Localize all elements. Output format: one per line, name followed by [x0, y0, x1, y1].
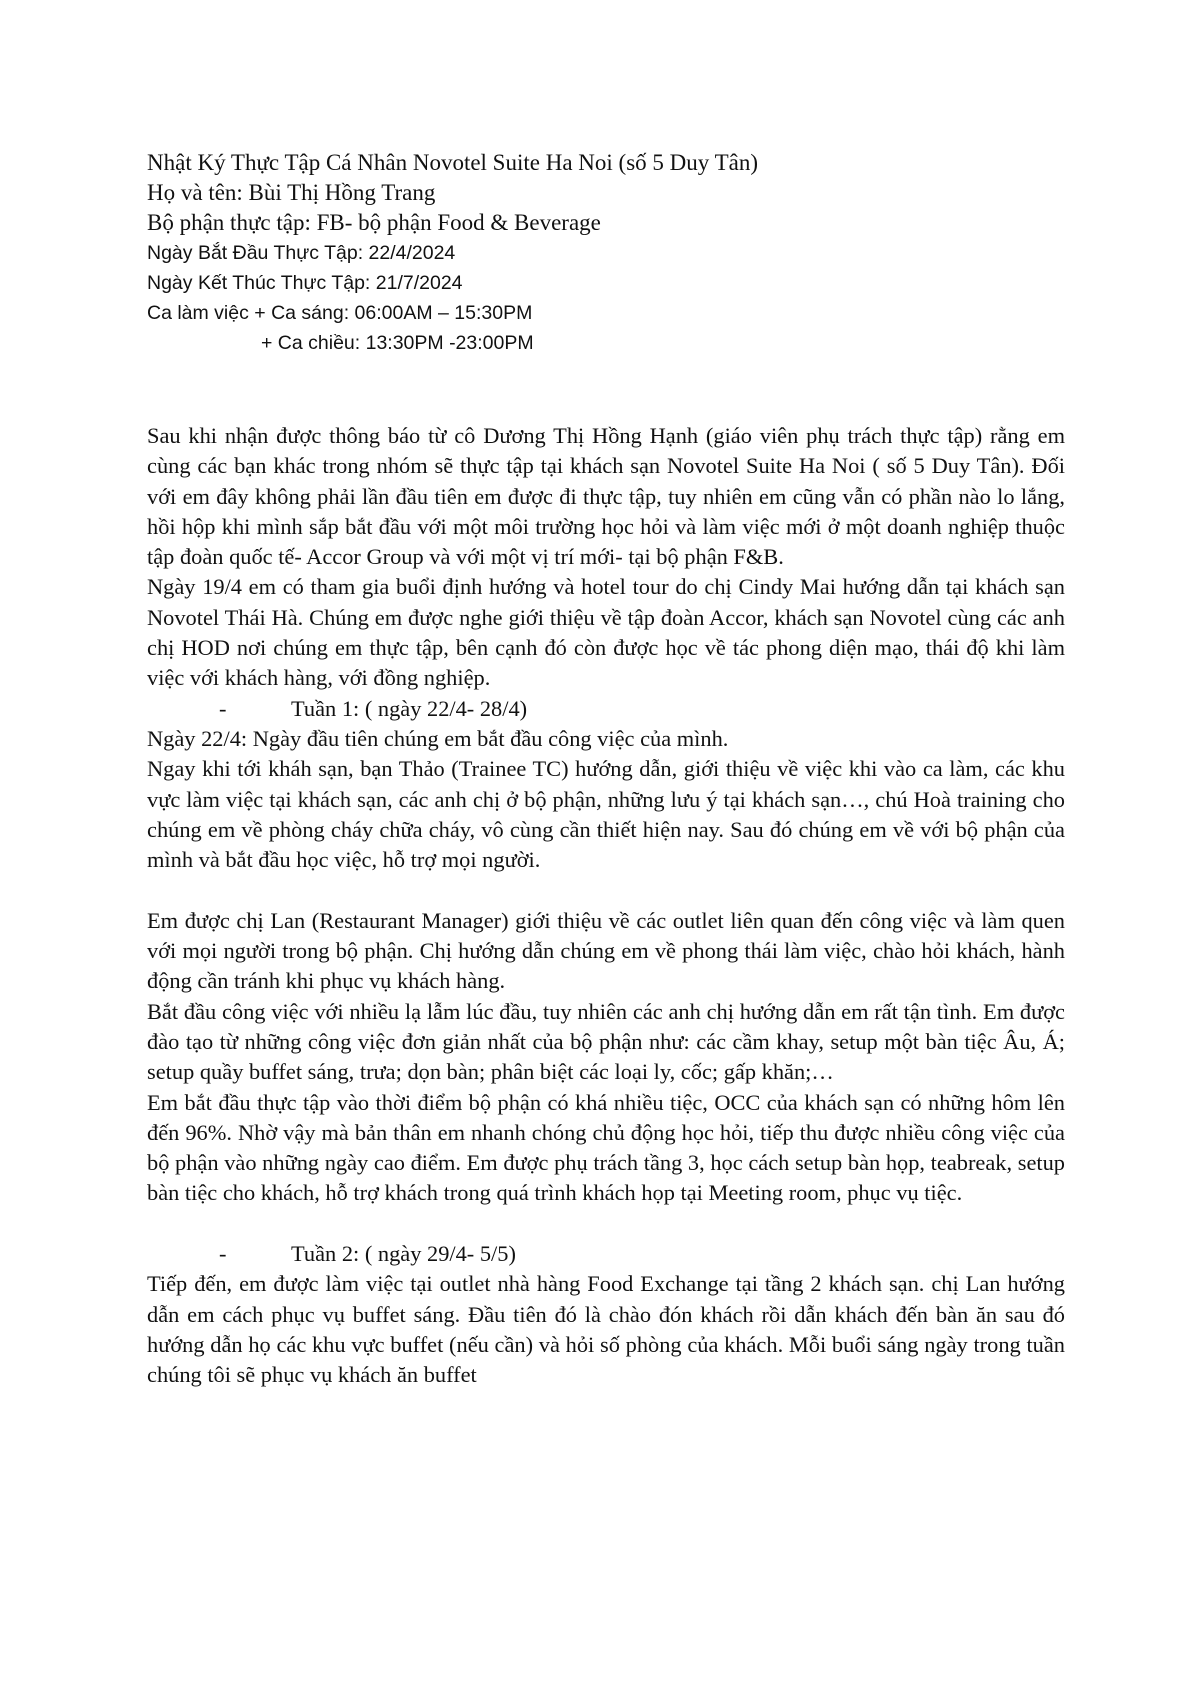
paragraph-orientation: Ngày 19/4 em có tham gia buổi định hướng và hotel tour do chị Cindy Mai hướng dẫn tại khách sạn Novotel Thái Hà. Chúng em được nghe giới thiệu về tập đoàn Accor, khách sạn Novotel cùng các anh chị HOD nơi chúng em thực tập, bên cạnh đó còn được học về tác phong diện mạo, thái độ khi làm việc với khách hàng, với đồng nghiệp. — [147, 574, 1065, 691]
paragraph-food-exchange: Tiếp đến, em được làm việc tại outlet nhà hàng Food Exchange tại tầng 2 khách sạn. chị Lan hướng dẫn em cách phục vụ buffet sáng. Đầu tiên đó là chào đón khách rồi dẫn khách đến bàn ăn sau đó hướng dẫn họ các khu vực buffet (nếu cần) và hỏi số phòng của khách. Mỗi buổi sáng ngày trong tuần chúng tôi sẽ phục vụ khách ăn buffet — [147, 1271, 1065, 1388]
bullet-dash: - — [219, 695, 227, 721]
spacer — [147, 358, 1065, 421]
intern-name: Họ và tên: Bùi Thị Hồng Trang — [147, 180, 436, 205]
document-title: Nhật Ký Thực Tập Cá Nhân Novotel Suite Ha Noi (số 5 Duy Tân) — [147, 150, 759, 175]
shift-morning: Ca làm việc + Ca sáng: 06:00AM – 15:30PM — [147, 302, 533, 324]
paragraph-arrival: Ngay khi tới kháh sạn, bạn Thảo (Trainee TC) hướng dẫn, giới thiệu về việc khi vào ca làm, các khu vực làm việc tại khách sạn, các anh chị ở bộ phận, những lưu ý tại khách sạn…, chú Hoà training cho chúng em về phòng cháy chữa cháy, vô cùng cần thiết hiện nay. Sau đó chúng em về với bộ phận của mình và bắt đầu học việc, hỗ trợ mọi người. — [147, 756, 1065, 873]
paragraph-intro: Sau khi nhận được thông báo từ cô Dương Thị Hồng Hạnh (giáo viên phụ trách thực tập) rằng em cùng các bạn khác trong nhóm sẽ thực tập tại khách sạn Novotel Suite Ha Noi ( số 5 Duy Tân). Đối với em đây không phải lần đầu tiên em được đi thực tập, tuy nhiên em cũng vẫn có phần nào lo lắng, hồi hộp khi mình sắp bắt đầu với một môi trường học hỏi và làm việc mới ở một doanh nghiệp thuộc tập đoàn quốc tế- Accor Group và với một vị trí mới- tại bộ phận F&B. — [147, 423, 1065, 570]
end-date: Ngày Kết Thúc Thực Tập: 21/7/2024 — [147, 272, 463, 294]
bullet-dash: - — [219, 1241, 227, 1267]
shift-afternoon: + Ca chiều: 13:30PM -23:00PM — [261, 332, 534, 354]
spacer — [147, 875, 1065, 905]
paragraph-first-day: Ngày 22/4: Ngày đầu tiên chúng em bắt đầu công việc của mình. — [147, 725, 729, 751]
week2-heading — [147, 1239, 1065, 1269]
document-content — [147, 148, 1065, 1391]
spacer — [147, 1209, 1065, 1239]
intern-department: Bộ phận thực tập: FB- bộ phận Food & Beverage — [147, 210, 601, 235]
week1-label: Tuần 1: ( ngày 22/4- 28/4) — [291, 695, 528, 721]
paragraph-peak-period: Em bắt đầu thực tập vào thời điểm bộ phận có khá nhiều tiệc, OCC của khách sạn có những hôm lên đến 96%. Nhờ vậy mà bản thân em nhanh chóng chủ động học hỏi, tiếp thu được nhiều công việc của bộ phận vào những ngày cao điểm. Em được phụ trách tầng 3, học cách setup bàn họp, teabreak, setup bàn tiệc cho khách, hỗ trợ khách trong quá trình khách họp tại Meeting room, phục vụ tiệc. — [147, 1089, 1065, 1206]
paragraph-manager-intro: Em được chị Lan (Restaurant Manager) giới thiệu về các outlet liên quan đến công việc và làm quen với mọi người trong bộ phận. Chị hướng dẫn chúng em về phong thái làm việc, chào hỏi khách, hành động cần tránh khi phục vụ khách hàng. — [147, 907, 1065, 994]
week1-heading — [147, 694, 1065, 724]
week2-label: Tuần 2: ( ngày 29/4- 5/5) — [291, 1241, 516, 1267]
start-date: Ngày Bắt Đầu Thực Tập: 22/4/2024 — [147, 242, 456, 264]
paragraph-training: Bắt đầu công việc với nhiều lạ lẫm lúc đầu, tuy nhiên các anh chị hướng dẫn em rất tận tình. Em được đào tạo từ những công việc đơn giản nhất của bộ phận như: các cầm khay, setup một bàn tiệc Âu, Á; setup quầy buffet sáng, trưa; dọn bàn; phân biệt các loại ly, cốc; gấp khăn;… — [147, 998, 1065, 1085]
